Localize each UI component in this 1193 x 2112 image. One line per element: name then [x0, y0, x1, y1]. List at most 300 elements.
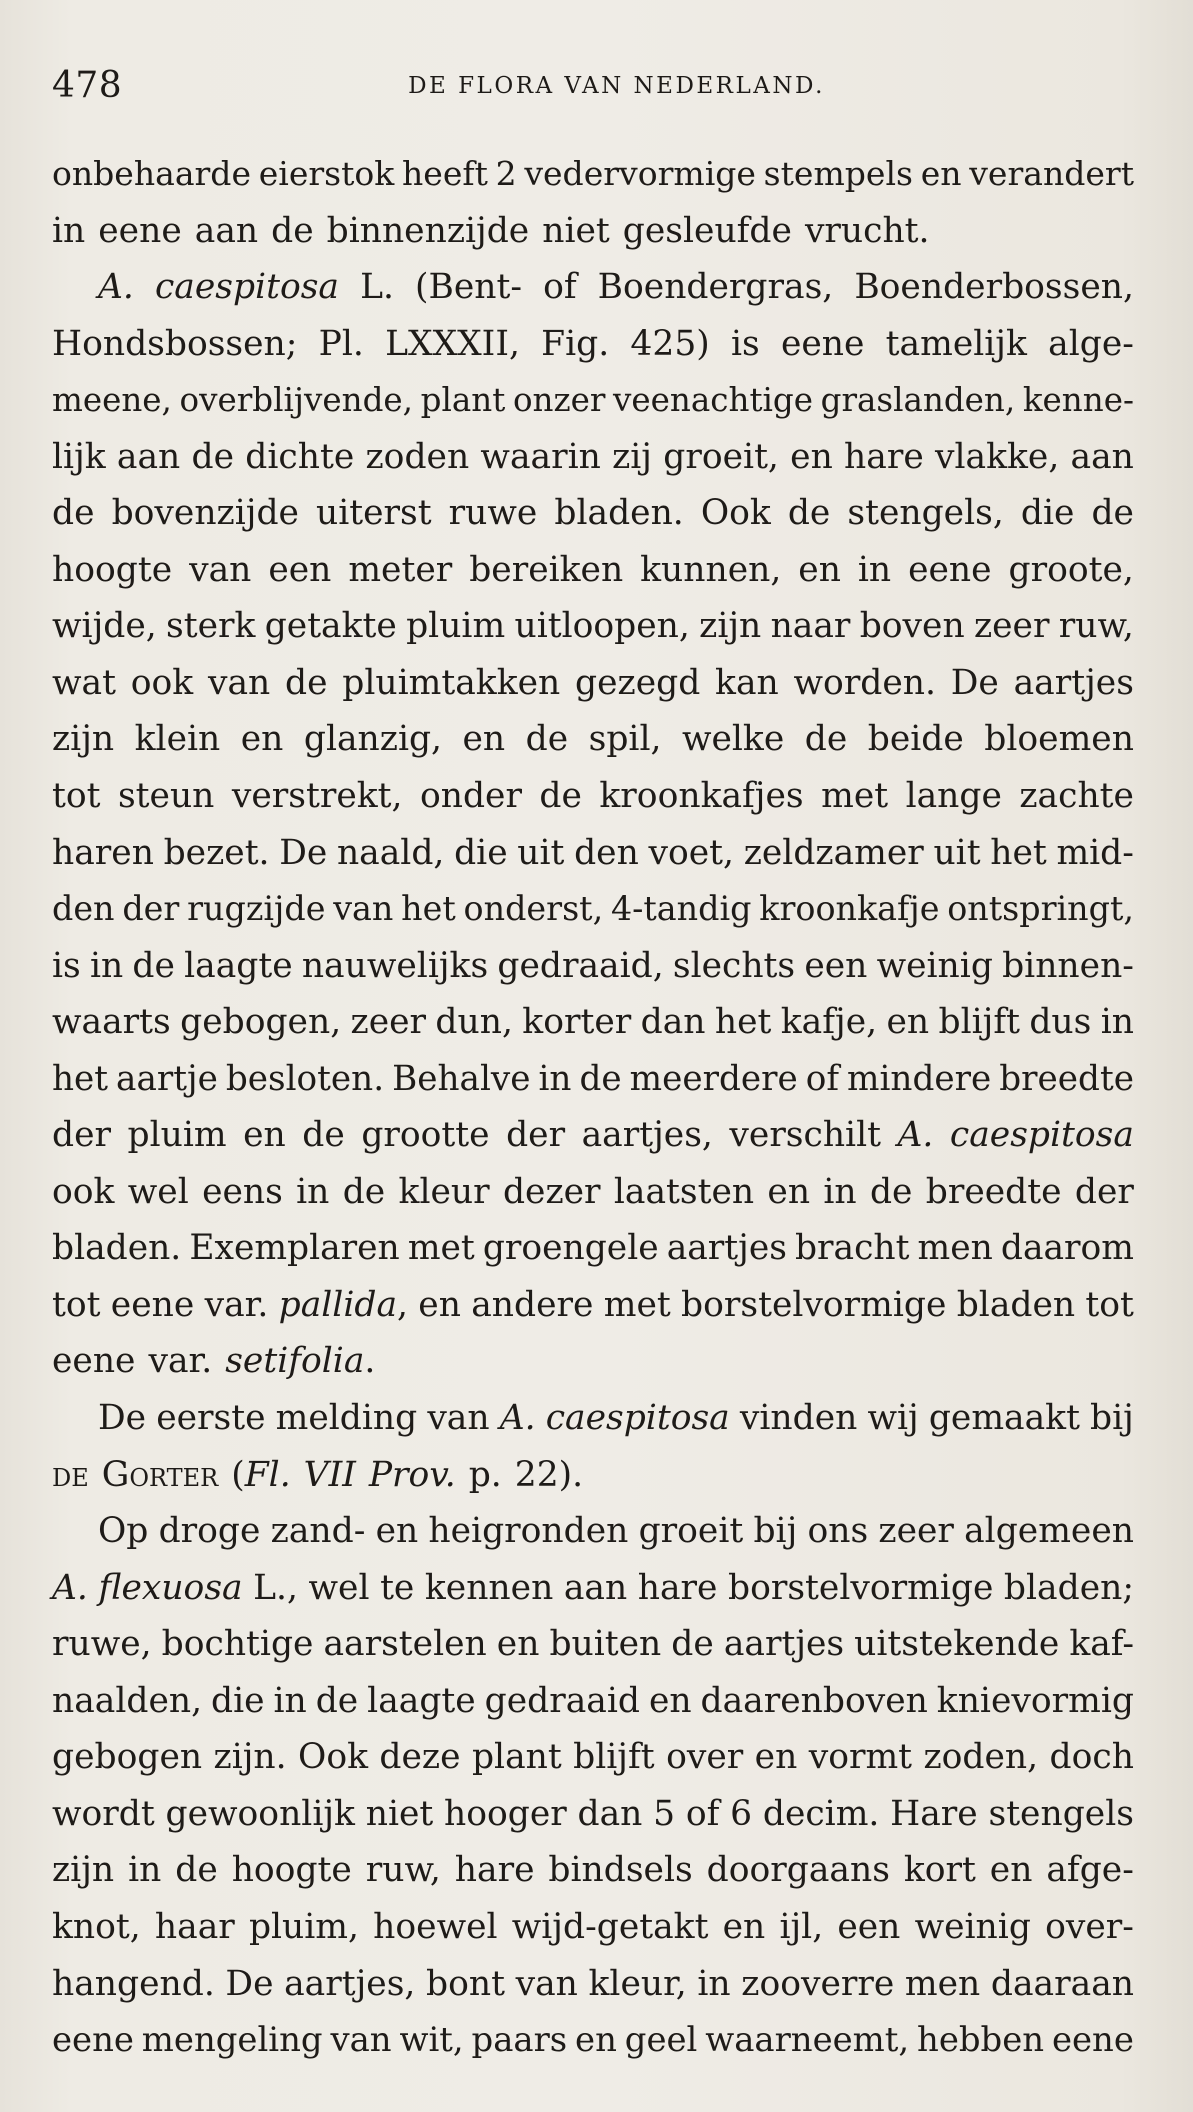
text-line: [52, 1673, 1134, 1730]
word: stengels: [988, 1793, 1134, 1834]
word: in: [538, 1058, 572, 1099]
word: bont: [426, 1963, 505, 2004]
word: ruw,: [365, 1850, 441, 1891]
word: gewoonlijk: [165, 1793, 355, 1834]
word: grootte: [361, 1115, 490, 1156]
word: aartje: [116, 1058, 218, 1099]
word: die: [1020, 493, 1075, 534]
word: aartjes,: [581, 1115, 713, 1156]
word: in: [128, 1850, 162, 1891]
word: haar: [154, 1906, 235, 1947]
word: glanzig,: [303, 719, 443, 760]
word: de: [271, 210, 314, 251]
word: ook: [130, 662, 194, 703]
word: beide: [867, 719, 964, 760]
word: daaraan: [990, 1963, 1134, 2004]
word: een: [804, 945, 868, 986]
word: ons: [807, 1511, 869, 1552]
word: ruwe,: [52, 1624, 152, 1665]
word: zand-: [270, 1511, 366, 1552]
word: de: [52, 493, 95, 534]
word: dezer: [502, 1171, 601, 1212]
text-line: [52, 825, 1134, 882]
word: LXXXII,: [385, 323, 520, 364]
word: wit,: [399, 2020, 464, 2060]
word: meerdere: [629, 1058, 798, 1099]
word: gedraaid: [484, 1680, 640, 1721]
word: in: [52, 210, 86, 251]
text-line: [52, 1616, 1134, 1673]
word: uit: [517, 832, 565, 873]
word: der: [52, 1115, 111, 1156]
word: nauwelijks: [301, 945, 489, 986]
word: pallida,: [278, 1284, 408, 1325]
word: de: [869, 1171, 913, 1212]
word: algemeen: [964, 1511, 1134, 1552]
word: eierstok: [258, 154, 395, 193]
word: daarenboven: [700, 1680, 928, 1721]
word: L.,: [253, 1567, 298, 1608]
word: klein: [134, 719, 221, 760]
text-line: [52, 372, 1134, 429]
word: paars: [471, 2020, 568, 2060]
word: laatsten: [613, 1171, 755, 1212]
word: van: [189, 549, 252, 590]
word: bovenzijde: [111, 493, 299, 534]
word: eene: [52, 2020, 134, 2060]
word: meene,: [52, 381, 172, 420]
word: eene: [780, 323, 865, 364]
word: wat: [52, 662, 116, 703]
word: hare: [637, 1567, 718, 1608]
word: tot: [1085, 1284, 1134, 1325]
word: deze: [379, 1737, 461, 1778]
text-line: [52, 1277, 1134, 1334]
text-line: [52, 1107, 1134, 1164]
word: eene: [98, 210, 182, 251]
word: over: [666, 1737, 744, 1778]
word: een: [268, 549, 332, 590]
text-line: [52, 146, 1134, 203]
word: zijn: [52, 719, 115, 760]
word: is: [730, 323, 760, 364]
word: onbehaarde: [52, 154, 251, 193]
word: stempels: [763, 154, 913, 193]
word: bladen.: [554, 493, 684, 534]
word: afge-: [1046, 1850, 1134, 1891]
word: zijn: [699, 606, 762, 647]
word: Boenderbossen,: [854, 267, 1134, 308]
word: VII: [303, 1454, 356, 1495]
word: niet: [365, 1793, 434, 1834]
word: verandert: [969, 154, 1134, 193]
word: in: [1100, 1002, 1134, 1043]
word: groengele: [482, 1228, 659, 1269]
word: andere: [471, 1284, 594, 1325]
word: aartjes,: [284, 1963, 416, 2004]
word: zooverre: [741, 1963, 895, 2004]
word: in: [89, 945, 124, 986]
word: Fig.: [541, 323, 610, 364]
word: dichte: [245, 436, 355, 477]
word: gebogen: [52, 1737, 203, 1778]
text-line: [52, 485, 1134, 542]
text-line: [52, 1729, 1134, 1786]
word: eene: [52, 1341, 136, 1382]
word: het: [52, 1058, 109, 1099]
word: wij: [867, 1398, 919, 1439]
word: weinig: [876, 945, 993, 986]
word: ontspringt,: [947, 889, 1134, 929]
word: kleur: [398, 1171, 490, 1212]
word: is: [52, 945, 81, 986]
text-line: [52, 711, 1134, 768]
word: kaf-: [1069, 1624, 1134, 1665]
word: vrucht.: [804, 210, 930, 251]
word: (Fl.: [231, 1454, 291, 1495]
word: heeft: [402, 154, 488, 193]
word: blijft: [573, 1737, 655, 1778]
text-line: [52, 938, 1134, 995]
word: der: [122, 889, 180, 929]
word: De: [98, 1398, 147, 1439]
word: en: [754, 1737, 798, 1778]
word: de: [52, 1454, 89, 1495]
word: en: [767, 1171, 811, 1212]
word: aan: [116, 436, 181, 477]
word: kroonkafje: [759, 889, 940, 929]
word: A.: [52, 1567, 88, 1608]
word: hoogte: [52, 549, 173, 590]
word: bij: [1090, 1398, 1134, 1439]
text-line: [52, 598, 1134, 655]
text-line: [52, 2012, 1134, 2069]
word: uit: [933, 832, 981, 873]
word: A.: [98, 267, 134, 308]
word: bochtige: [161, 1624, 314, 1665]
word: graslanden,: [820, 381, 1016, 420]
word: De: [225, 1963, 274, 2004]
word: hoogte: [231, 1850, 352, 1891]
word: onderst,: [463, 889, 604, 929]
word: bij: [753, 1511, 798, 1552]
word: meter: [348, 549, 453, 590]
word: gemaakt: [928, 1398, 1080, 1439]
word: de: [191, 436, 235, 477]
word: en: [575, 2020, 617, 2060]
word: de: [579, 1058, 622, 1099]
word: niet: [542, 210, 610, 251]
word: naald,: [336, 832, 445, 873]
text-line: [52, 1220, 1134, 1277]
word: den: [52, 889, 115, 929]
word: zeldzamer: [743, 832, 924, 873]
word: verstrekt,: [231, 776, 403, 817]
word: wijde,: [52, 606, 157, 647]
word: en: [886, 1002, 930, 1043]
word: 22).: [514, 1454, 584, 1495]
word: aarstelen: [323, 1624, 487, 1665]
word: kan: [715, 662, 779, 703]
word: borstelvormige: [681, 1284, 947, 1325]
word: zeer: [350, 1002, 427, 1043]
word: geel: [624, 2020, 698, 2060]
word: het: [990, 832, 1047, 873]
word: lijk: [52, 436, 106, 477]
word: bindsels: [548, 1850, 693, 1891]
word: ruw,: [1058, 606, 1134, 647]
word: wel: [127, 1171, 189, 1212]
word: die: [454, 832, 508, 873]
word: hebben: [917, 2020, 1045, 2060]
body-text: [52, 146, 1134, 2069]
word: aartjes: [1013, 662, 1134, 703]
word: Behalve: [392, 1058, 531, 1099]
word: het: [714, 1002, 772, 1043]
word: pluim: [406, 606, 506, 647]
word: vlakke,: [935, 436, 1060, 477]
word: waarts: [52, 1002, 171, 1043]
word: Ook: [298, 1737, 368, 1778]
word: eerste: [156, 1398, 266, 1439]
word: gebogen,: [180, 1002, 342, 1043]
word: getakte: [264, 606, 397, 647]
word: Prov.: [368, 1454, 456, 1495]
word: in: [296, 1171, 330, 1212]
word: kafje,: [780, 1002, 878, 1043]
text-line: [52, 316, 1134, 373]
word: men: [917, 1228, 993, 1269]
page-number: 478: [52, 65, 123, 106]
word: de: [285, 662, 328, 703]
text-line: [52, 1503, 1134, 1560]
word: aartjes: [723, 1624, 845, 1665]
word: Hare: [890, 1793, 978, 1834]
text-line: [52, 1786, 1134, 1843]
word: Gorter: [101, 1454, 219, 1495]
word: hare: [454, 1850, 535, 1891]
word: vedervormige: [524, 154, 756, 193]
word: waarin: [480, 436, 601, 477]
word: boven: [859, 606, 965, 647]
word: welke: [681, 719, 785, 760]
word: 2: [495, 154, 517, 193]
word: in: [823, 1171, 857, 1212]
text-line: [52, 1899, 1134, 1956]
word: veenachtige: [613, 381, 813, 420]
word: ook: [52, 1171, 115, 1212]
word: en: [722, 1906, 766, 1947]
word: melding: [275, 1398, 418, 1439]
running-title: DE FLORA VAN NEDERLAND.: [408, 73, 825, 99]
word: buiten: [549, 1624, 662, 1665]
word: Op: [98, 1511, 149, 1552]
word: vinden: [739, 1398, 858, 1439]
word: de: [132, 945, 175, 986]
word: dan: [640, 1002, 706, 1043]
word: zachte: [1019, 776, 1134, 817]
text-line: [52, 1164, 1134, 1221]
word: en: [920, 154, 962, 193]
word: en: [790, 436, 833, 477]
word: rugzijde: [187, 889, 326, 929]
word: aartjes: [666, 1228, 787, 1269]
word: steun: [117, 776, 215, 817]
word: daarom: [1000, 1228, 1134, 1269]
word: kroonkafjes: [599, 776, 804, 817]
text-line: [52, 203, 1134, 260]
word: een: [837, 1906, 901, 1947]
word: groote,: [1008, 549, 1134, 590]
word: en: [243, 1115, 286, 1156]
word: en: [989, 1850, 1033, 1891]
word: Ook: [700, 493, 771, 534]
word: zijn.: [213, 1737, 287, 1778]
word: mindere: [847, 1058, 992, 1099]
word: de: [525, 719, 569, 760]
word: en: [462, 719, 506, 760]
word: en: [798, 549, 841, 590]
word: var.: [204, 1284, 269, 1325]
word: en: [496, 1624, 540, 1665]
word: binnenzijde: [326, 210, 530, 251]
word: Boendergras,: [597, 267, 834, 308]
word: de: [175, 1850, 218, 1891]
word: over-: [1045, 1906, 1134, 1947]
word: bracht: [794, 1228, 910, 1269]
word: setifolia.: [225, 1341, 376, 1382]
text-line: [52, 1333, 1134, 1390]
word: lange: [905, 776, 1002, 817]
word: onzer: [512, 381, 606, 420]
word: borstelvormige: [728, 1567, 994, 1608]
word: eene: [908, 549, 992, 590]
word: Exemplaren: [189, 1228, 400, 1269]
word: of: [543, 267, 577, 308]
word: kunnen,: [640, 549, 782, 590]
word: die: [211, 1680, 265, 1721]
word: spil,: [588, 719, 662, 760]
word: eene: [110, 1284, 195, 1325]
word: wordt: [52, 1793, 155, 1834]
word: var.: [148, 1341, 213, 1382]
word: decim.: [762, 1793, 880, 1834]
text-line: [52, 1560, 1134, 1617]
word: kennen: [424, 1567, 554, 1608]
word: overblijvende,: [179, 381, 414, 420]
word: bladen.: [52, 1228, 182, 1269]
word: dan: [577, 1793, 643, 1834]
word: van: [515, 1963, 578, 2004]
word: bezet.: [163, 832, 270, 873]
word: 6: [730, 1793, 753, 1834]
word: of: [805, 1058, 840, 1099]
word: gesleufde: [622, 210, 792, 251]
word: De: [950, 662, 999, 703]
word: A.: [499, 1398, 536, 1439]
text-line: [52, 994, 1134, 1051]
word: den: [574, 832, 639, 873]
word: te: [380, 1567, 415, 1608]
word: heigronden: [428, 1511, 629, 1552]
word: sterk: [166, 606, 256, 647]
word: hangend.: [52, 1963, 215, 2004]
word: met: [603, 1284, 671, 1325]
word: plant: [471, 1737, 562, 1778]
word: gezegd: [575, 662, 701, 703]
word: bloemen: [984, 719, 1134, 760]
word: A.: [897, 1115, 934, 1156]
word: laagte: [184, 945, 293, 986]
word: slechts: [672, 945, 796, 986]
word: wijd-getakt: [511, 1906, 709, 1947]
word: caespitosa: [154, 267, 339, 308]
word: bereiken: [469, 549, 624, 590]
word: pluim: [127, 1115, 227, 1156]
word: in: [697, 1963, 731, 2004]
word: L.: [360, 267, 394, 308]
word: bladen: [956, 1284, 1076, 1325]
word: de: [1091, 493, 1134, 534]
word: de: [302, 1115, 345, 1156]
word: knot,: [52, 1906, 141, 1947]
text-line: [52, 1842, 1134, 1899]
word: der: [1074, 1171, 1134, 1212]
word: doorgaans: [706, 1850, 890, 1891]
word: in: [857, 549, 892, 590]
word: eene: [1051, 2020, 1134, 2060]
word: naalden,: [52, 1680, 203, 1721]
word: tot: [52, 1284, 101, 1325]
word: flexuosa: [98, 1567, 243, 1608]
word: Pl.: [318, 323, 364, 364]
word: knievormig: [936, 1680, 1134, 1721]
text-line: [52, 1051, 1134, 1108]
word: eens: [202, 1171, 283, 1212]
word: ijl,: [779, 1906, 824, 1947]
word: de: [342, 1171, 386, 1212]
text-line: [52, 542, 1134, 599]
word: ruwe: [448, 493, 538, 534]
word: kleur,: [588, 1963, 687, 2004]
word: van: [333, 889, 394, 929]
word: hare: [844, 436, 924, 477]
word: onder: [419, 776, 522, 817]
text-line: [52, 655, 1134, 712]
word: vormt: [808, 1737, 913, 1778]
word: Hondsbossen;: [52, 323, 298, 364]
word: en: [240, 719, 284, 760]
word: wel: [308, 1567, 370, 1608]
word: groeit,: [663, 436, 779, 477]
word: waarneemt,: [705, 2020, 910, 2060]
word: 425): [630, 323, 710, 364]
word: van: [330, 2020, 392, 2060]
word: zeer: [878, 1511, 954, 1552]
word: tamelijk: [885, 323, 1027, 364]
word: dun,: [435, 1002, 513, 1043]
word: de: [539, 776, 582, 817]
word: de: [787, 493, 831, 534]
word: uitloopen,: [514, 606, 690, 647]
word: stengels,: [847, 493, 1004, 534]
word: breedte: [999, 1058, 1134, 1099]
word: p.: [468, 1454, 502, 1495]
word: voet,: [648, 832, 735, 873]
word: men: [904, 1963, 981, 2004]
word: doch: [1049, 1737, 1134, 1778]
word: en: [375, 1511, 419, 1552]
